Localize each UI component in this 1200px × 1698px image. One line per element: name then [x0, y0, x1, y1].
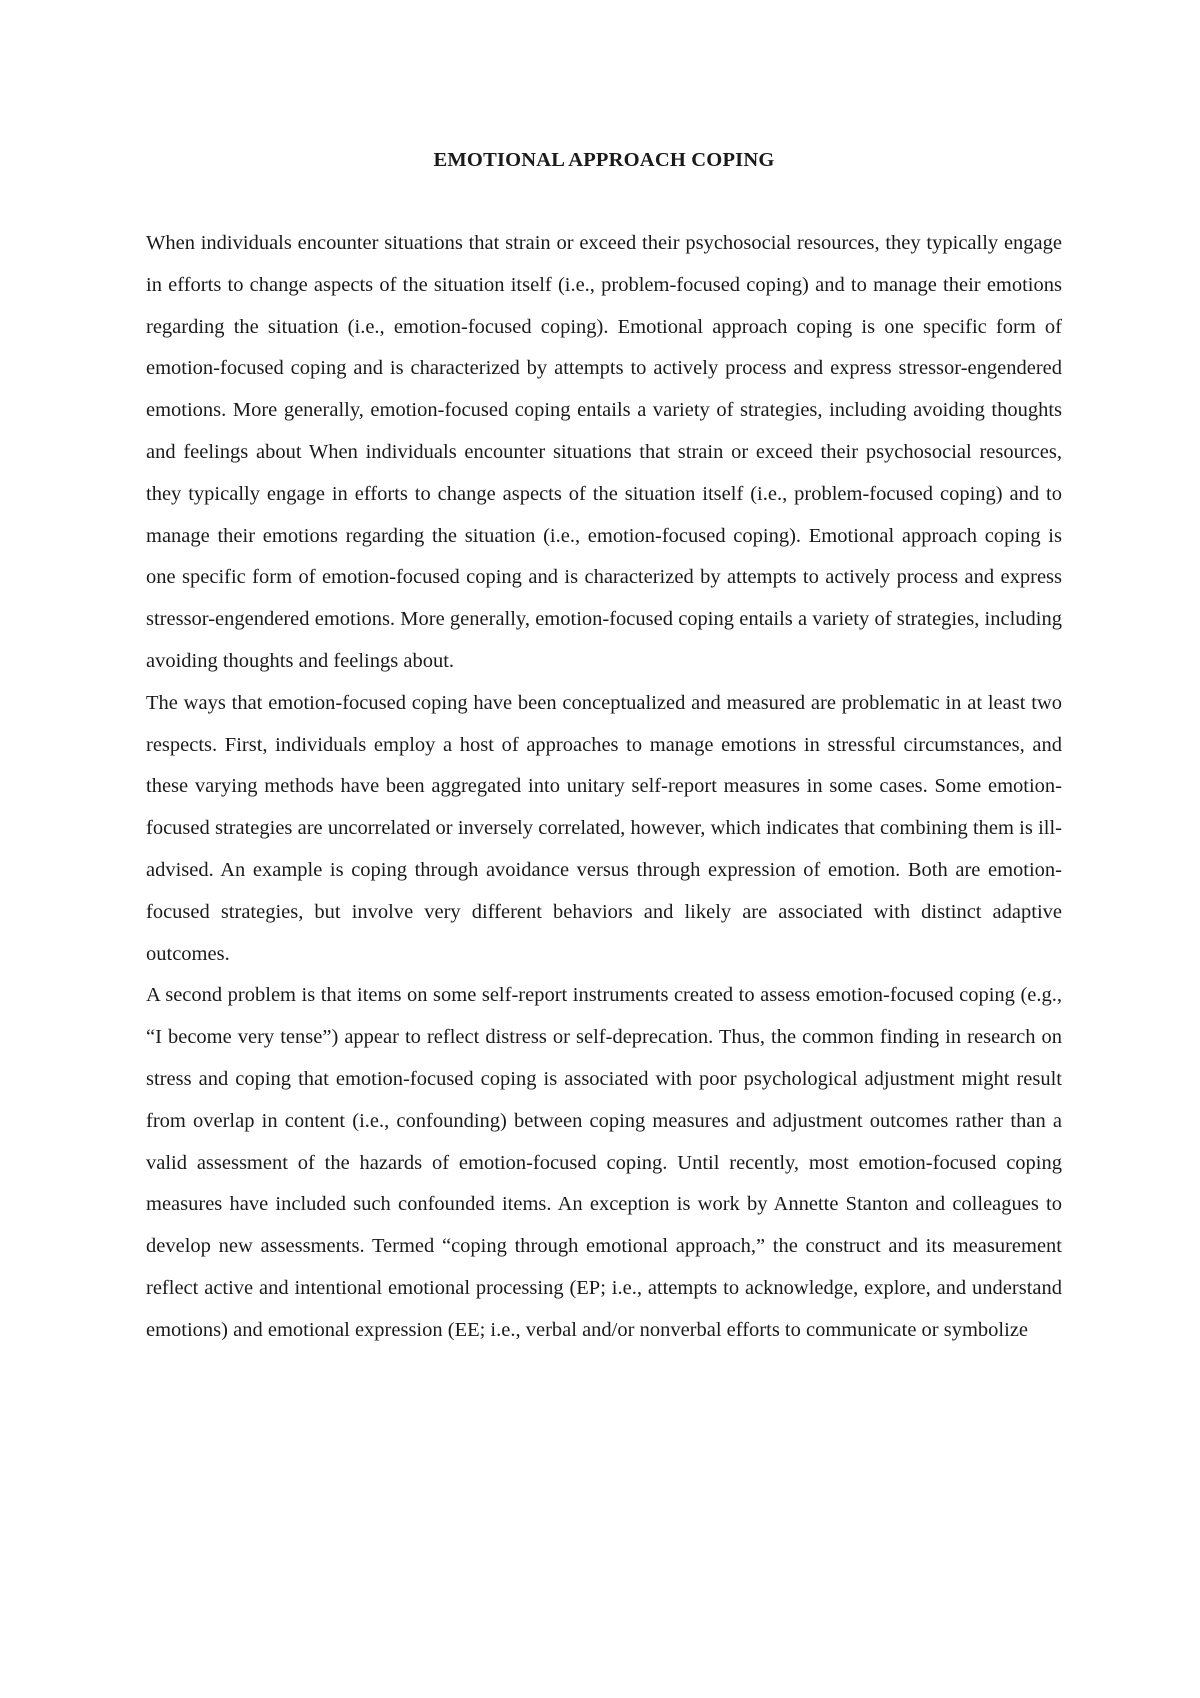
document-body	[146, 223, 1062, 1352]
paragraph-2: The ways that emotion-focused coping have been conceptualized and measured are problematic in at least two respects. First, individuals employ a host of approaches to manage emotions in stressful circumstances, and these varying methods have been aggregated into unitary self-report measures in some cases. Some emotion-focused strategies are uncorrelated or inversely correlated, however, which indicates that combining them is ill-advised. An example is coping through avoidance versus through expression of emotion. Both are emotion-focused strategies, but involve very different behaviors and likely are associated with distinct adaptive outcomes.	[146, 691, 1062, 965]
document-title: EMOTIONAL APPROACH COPING	[433, 149, 775, 171]
paragraph-1: When individuals encounter situations that strain or exceed their psychosocial resources, they typically engage in efforts to change aspects of the situation itself (i.e., problem-focused coping) and to manage their emotions regarding the situation (i.e., emotion-focused coping). Emotional approach coping is one specific form of emotion-focused coping and is characterized by attempts to actively process and express stressor-engendered emotions. More generally, emotion-focused coping entails a variety of strategies, including avoiding thoughts and feelings about When individuals encounter situations that strain or exceed their psychosocial resources, they typically engage in efforts to change aspects of the situation itself (i.e., problem-focused coping) and to manage their emotions regarding the situation (i.e., emotion-focused coping). Emotional approach coping is one specific form of emotion-focused coping and is characterized by attempts to actively process and express stressor-engendered emotions. More generally, emotion-focused coping entails a variety of strategies, including avoiding thoughts and feelings about.	[146, 232, 1062, 672]
paragraph-3: A second problem is that items on some self-report instruments created to assess emotion-focused coping (e.g., “I become very tense”) appear to reflect distress or self-deprecation. Thus, the common finding in research on stress and coping that emotion-focused coping is associated with poor psychological adjustment might result from overlap in content (i.e., confounding) between coping measures and adjustment outcomes rather than a valid assessment of the hazards of emotion-focused coping. Until recently, most emotion-focused coping measures have included such confounded items. An exception is work by Annette Stanton and colleagues to develop new assessments. Termed “coping through emotional approach,” the construct and its measurement reflect active and intentional emotional processing (EP; i.e., attempts to acknowledge, explore, and understand emotions) and emotional expression (EE; i.e., verbal and/or nonverbal efforts to communicate or symbolize	[146, 984, 1062, 1341]
